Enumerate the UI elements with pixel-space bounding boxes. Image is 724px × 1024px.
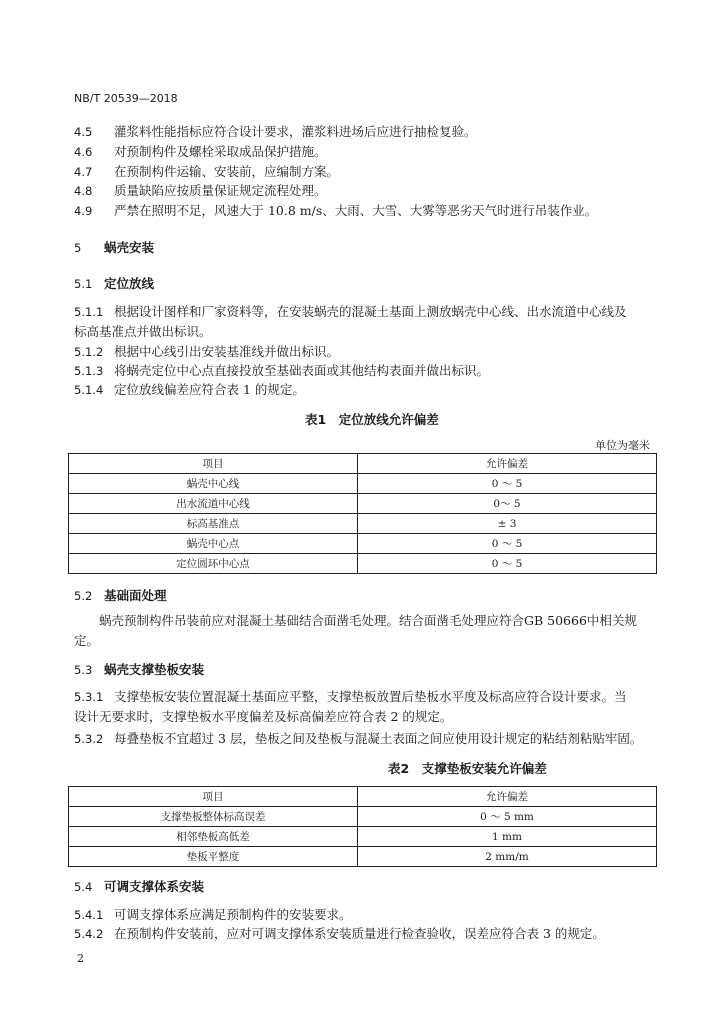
table-row [69, 827, 657, 847]
table-header-cell: 允许偏差 [358, 454, 657, 474]
section-5-1-heading [74, 274, 154, 292]
clause-4-8 [74, 181, 327, 199]
table-cell: 垫板平整度 [69, 847, 358, 867]
clause-text: 根据中心线引出安装基准线并做出标识。 [114, 344, 340, 359]
clause-5-4-1 [74, 905, 352, 923]
clause-number: 5.1.4 [74, 383, 104, 397]
standard-code: NB/T 20539—2018 [74, 92, 178, 105]
table-cell: 蜗壳中心线 [69, 474, 358, 494]
section-title: 可调支撑体系安装 [104, 879, 205, 894]
table-row [69, 847, 657, 867]
clause-5-1-2 [74, 342, 339, 360]
table-cell: 标高基准点 [69, 514, 358, 534]
section-title: 定位放线 [104, 276, 155, 291]
table-1 [68, 453, 657, 574]
table-1-caption: 表1 定位放线允许偏差 [305, 412, 439, 427]
clause-5-1-4 [74, 380, 305, 398]
table-2-caption: 表2 支撑垫板安装允许偏差 [388, 761, 547, 776]
table-cell: 1 mm [358, 827, 657, 847]
clause-number: 5.1.2 [74, 345, 104, 359]
table-cell: 0 ～ 5 [358, 534, 657, 554]
clause-5-4-2 [74, 924, 605, 942]
table-cell: 出水流道中心线 [69, 494, 358, 514]
table-row [69, 494, 657, 514]
clause-5-3-2 [74, 729, 642, 747]
table-row [69, 514, 657, 534]
clause-text: 在预制构件安装前，应对可调支撑体系安装质量进行检查验收，误差应符合表 3 的规定。 [114, 926, 605, 941]
clause-4-6 [74, 142, 327, 160]
table-cell: ± 3 [358, 514, 657, 534]
clause-text: 灌浆料性能指标应符合设计要求，灌浆料进场后应进行抽检复验。 [114, 124, 477, 139]
table-row [69, 807, 657, 827]
table-cell: 0～ 5 [358, 494, 657, 514]
table-header-row [69, 787, 657, 807]
clause-number: 4.5 [74, 125, 93, 139]
table-header-cell: 允许偏差 [358, 787, 657, 807]
clause-5-3-1 [74, 687, 649, 727]
clause-5-1-3 [74, 361, 489, 379]
clause-number: 5.3.1 [74, 690, 104, 704]
section-5-heading [74, 238, 154, 256]
table-cell: 0 ～ 5 [358, 474, 657, 494]
page-number: 2 [77, 952, 84, 965]
clause-text: 将蜗壳定位中心点直接投放至基础表面或其他结构表面并做出标识。 [114, 363, 490, 378]
table-cell: 定位圆环中心点 [69, 554, 358, 574]
clause-text-continued: 定。 [74, 633, 100, 648]
table-row [69, 474, 657, 494]
clause-number: 4.9 [74, 204, 93, 218]
clause-4-5 [74, 122, 477, 140]
clause-number: 5.1.1 [74, 305, 104, 319]
table-cell: 0 ～ 5 mm [358, 807, 657, 827]
table-header-row [69, 454, 657, 474]
clause-text: 质量缺陷应按质量保证规定流程处理。 [114, 183, 327, 198]
clause-text-continued: 标高基准点并做出标识。 [74, 324, 212, 339]
clause-text: 蜗壳预制构件吊装前应对混凝土基础结合面凿毛处理。结合面凿毛处理应符合GB 50666中相关规 [99, 613, 637, 628]
section-5-4-heading [74, 877, 204, 895]
section-number: 5.4 [74, 880, 93, 894]
table-row [69, 554, 657, 574]
clause-text: 对预制构件及螺栓采取成品保护措施。 [114, 144, 327, 159]
clause-number: 4.7 [74, 165, 93, 179]
clause-4-7 [74, 162, 339, 180]
clause-number: 5.4.2 [74, 927, 104, 941]
clause-number: 5.3.2 [74, 732, 104, 746]
clause-number: 4.8 [74, 184, 93, 198]
section-number: 5.3 [74, 663, 93, 677]
table-cell: 2 mm/m [358, 847, 657, 867]
clause-text: 每叠垫板不宜超过 3 层，垫板之间及垫板与混凝土表面之间应使用设计规定的粘结剂粘贴牢固。 [114, 731, 643, 746]
table-1-unit: 单位为毫米 [595, 439, 650, 452]
clause-number: 5.4.1 [74, 908, 104, 922]
table-cell: 支撑垫板整体标高误差 [69, 807, 358, 827]
clause-text: 定位放线偏差应符合表 1 的规定。 [114, 382, 305, 397]
clause-number: 4.6 [74, 145, 93, 159]
section-title: 基础面处理 [104, 588, 167, 603]
section-5-3-heading [74, 660, 204, 678]
section-number: 5 [74, 241, 82, 255]
table-2 [68, 786, 657, 867]
clause-text: 严禁在照明不足，风速大于 10.8 m/s、大雨、大雪、大雾等恶劣天气时进行吊装作业。 [114, 203, 598, 218]
table-cell: 蜗壳中心点 [69, 534, 358, 554]
clause-text: 根据设计图样和厂家资料等，在安装蜗壳的混凝土基面上测放蜗壳中心线、出水流道中心线及 [114, 304, 627, 319]
clause-4-9 [74, 201, 597, 219]
table-header-cell: 项目 [69, 787, 358, 807]
clause-text-continued: 设计无要求时，支撑垫板水平度偏差及标高偏差应符合表 2 的规定。 [74, 709, 453, 724]
section-title: 蜗壳安装 [104, 240, 155, 255]
table-header-cell: 项目 [69, 454, 358, 474]
section-5-2-heading [74, 586, 167, 604]
section-number: 5.1 [74, 277, 93, 291]
clause-number: 5.1.3 [74, 364, 104, 378]
clause-text: 支撑垫板安装位置混凝土基面应平整，支撑垫板放置后垫板水平度及标高应符合设计要求。当 [114, 689, 627, 704]
clause-text: 可调支撑体系应满足预制构件的安装要求。 [114, 907, 352, 922]
clause-5-2-body [74, 611, 649, 651]
clause-text: 在预制构件运输、安装前，应编制方案。 [114, 164, 340, 179]
table-row [69, 534, 657, 554]
table-cell: 相邻垫板高低差 [69, 827, 358, 847]
table-cell: 0 ～ 5 [358, 554, 657, 574]
section-number: 5.2 [74, 589, 93, 603]
section-title: 蜗壳支撑垫板安装 [104, 662, 205, 677]
clause-5-1-1 [74, 302, 649, 342]
